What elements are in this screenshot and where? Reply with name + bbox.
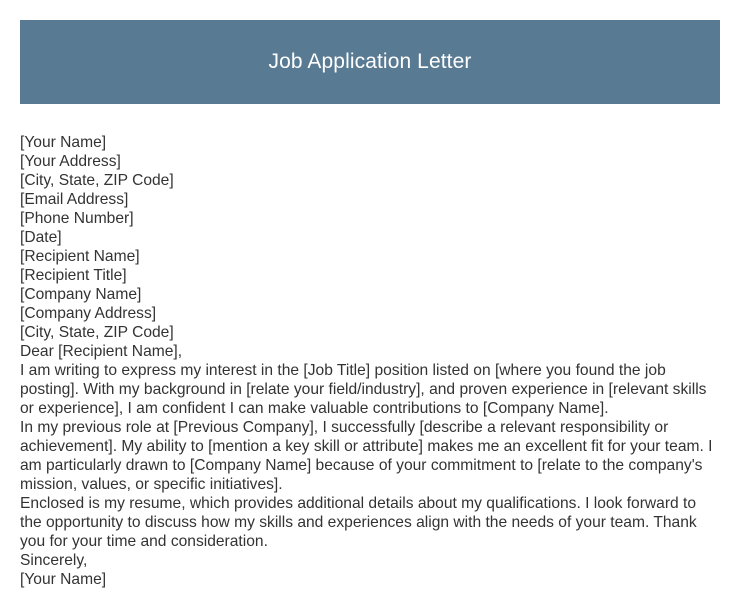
page-title: Job Application Letter bbox=[268, 50, 472, 73]
body-paragraph-intro: I am writing to express my interest in the [Job Title] position listed on [where you found the job posting]. With my background in [relate your field/industry], and proven experience in [relevant skills or experience], I am confident I can make valuable contributions to [Company Name]. bbox=[20, 362, 707, 417]
recipient-company-address: [Company Address] bbox=[20, 305, 157, 322]
letter-body bbox=[20, 133, 722, 589]
sender-phone: [Phone Number] bbox=[20, 210, 134, 227]
sender-email: [Email Address] bbox=[20, 191, 129, 208]
closing: Sincerely, bbox=[20, 552, 88, 569]
signature: [Your Name] bbox=[20, 571, 107, 588]
sender-address: [Your Address] bbox=[20, 153, 121, 170]
letter-date: [Date] bbox=[20, 229, 62, 246]
recipient-name: [Recipient Name] bbox=[20, 248, 140, 265]
sender-city-state-zip: [City, State, ZIP Code] bbox=[20, 172, 174, 189]
body-paragraph-experience: In my previous role at [Previous Company], I successfully [describe a relevant responsibility or achievement]. My ability to [mention a key skill or attribute] makes me an excellent fit for your team. I am particularly drawn to [Company Name] because of your commitment to [relate to the company's mission, values, or specific initiatives]. bbox=[20, 419, 713, 493]
body-paragraph-closing: Enclosed is my resume, which provides additional details about my qualifications. I look forward to the opportunity to discuss how my skills and experiences align with the needs of your team. Thank you for your time and consideration. bbox=[20, 495, 697, 550]
sender-name: [Your Name] bbox=[20, 134, 107, 151]
sender-block bbox=[20, 133, 722, 228]
recipient-city-state-zip: [City, State, ZIP Code] bbox=[20, 324, 174, 341]
salutation: Dear [Recipient Name], bbox=[20, 343, 183, 360]
recipient-title: [Recipient Title] bbox=[20, 267, 127, 284]
recipient-block bbox=[20, 247, 722, 342]
recipient-company: [Company Name] bbox=[20, 286, 142, 303]
title-banner bbox=[20, 20, 720, 104]
